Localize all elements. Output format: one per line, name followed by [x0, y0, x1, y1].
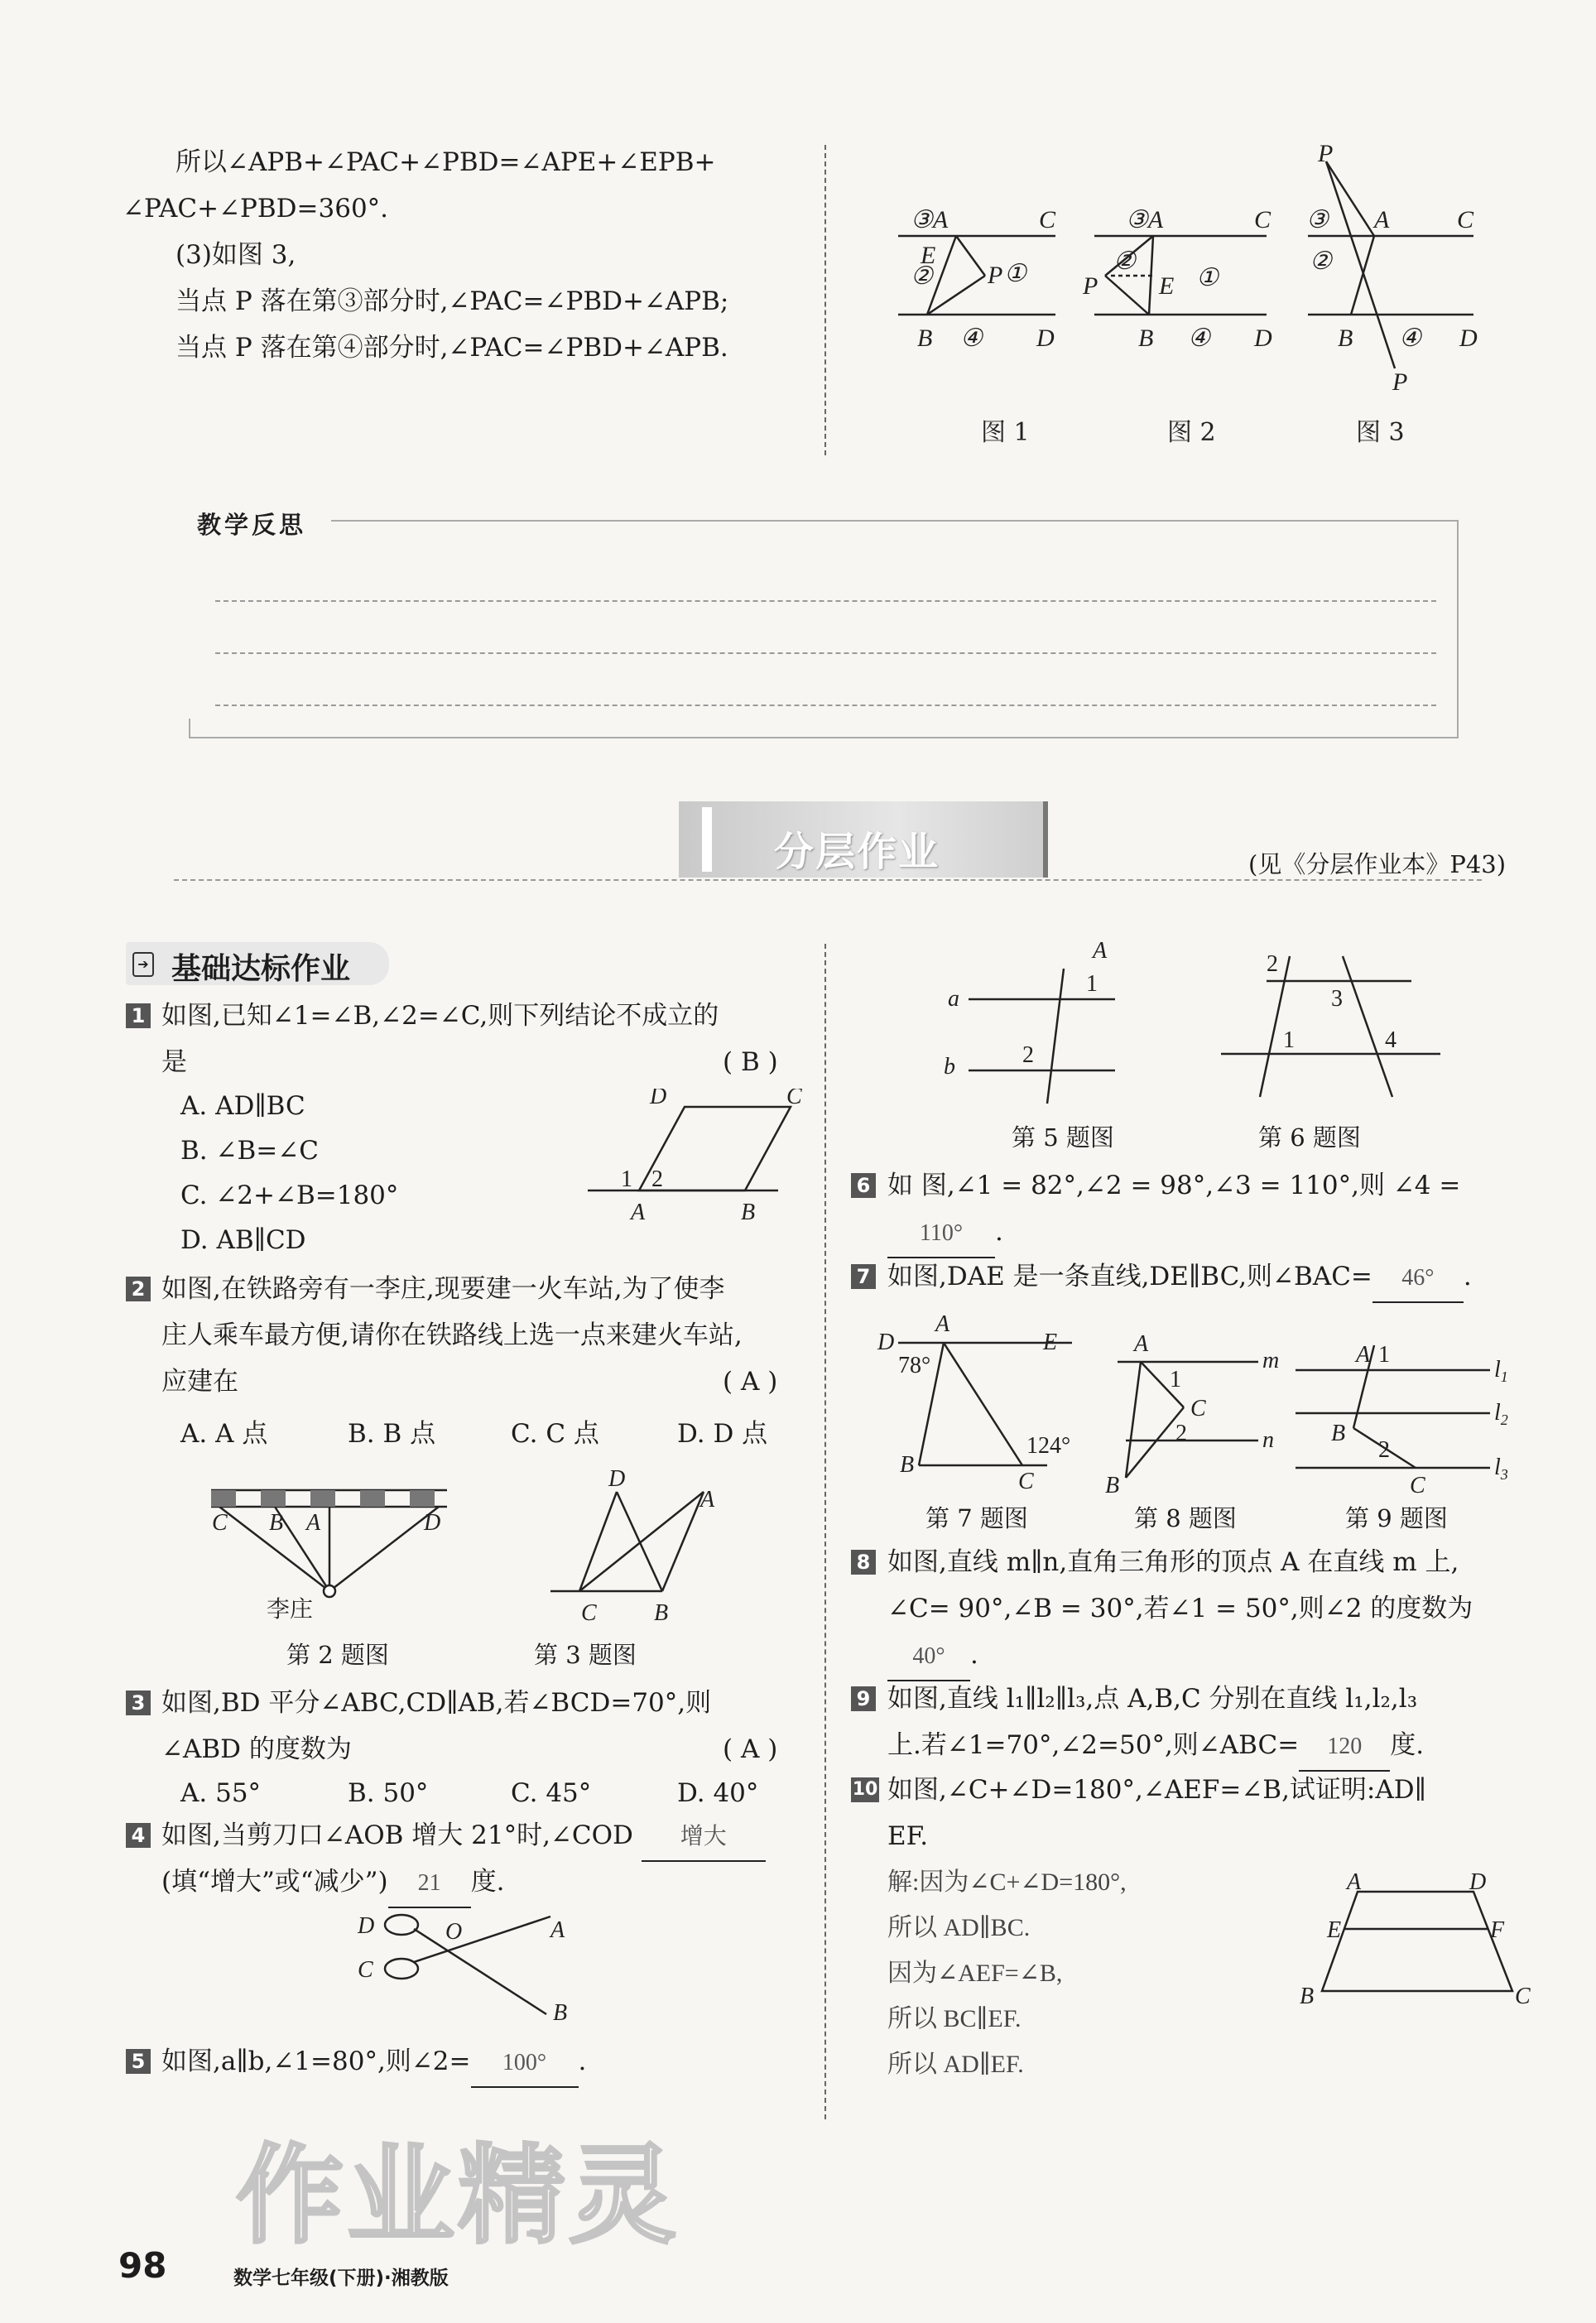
svg-text:B: B	[917, 325, 933, 352]
column-divider	[824, 145, 826, 455]
q4-text	[161, 1859, 504, 1908]
svg-text:a: a	[948, 986, 959, 1012]
svg-text:1: 1	[1283, 1027, 1295, 1053]
q9-text-2: 上.若∠1=70°,∠2=50°,则∠ABC=	[887, 1730, 1300, 1760]
svg-text:1: 1	[1378, 1342, 1390, 1368]
q10-solution-line: 因为∠AEF=∠B,	[887, 1960, 1063, 1987]
figure-caption: 第 6 题图	[1258, 1123, 1361, 1152]
q4-text	[161, 1812, 766, 1862]
svg-text:D: D	[877, 1330, 895, 1355]
figures-1-3	[877, 137, 1507, 451]
svg-text:n: n	[1262, 1427, 1274, 1453]
q1-text: 是	[161, 1047, 187, 1077]
q6-text: 如 图,∠1 = 82°,∠2 = 98°,∠3 = 110°,则 ∠4 =	[887, 1171, 1461, 1200]
svg-text:O: O	[445, 1919, 463, 1945]
svg-text:B: B	[900, 1452, 915, 1478]
svg-text:E: E	[1043, 1330, 1058, 1355]
village-label: 李庄	[267, 1595, 314, 1623]
q3-figure	[530, 1457, 737, 1623]
svg-text:E: E	[921, 242, 936, 269]
reflection-line	[215, 705, 1436, 706]
svg-text:C: C	[1039, 206, 1056, 233]
svg-text:3: 3	[1331, 986, 1343, 1012]
svg-text:②: ②	[1113, 248, 1136, 275]
svg-text:b: b	[944, 1054, 955, 1080]
q9-blank: 120	[1299, 1724, 1390, 1772]
question-number: 5	[126, 2049, 151, 2074]
basic-title: 基础达标作业	[171, 952, 351, 986]
figure-caption: 第 2 题图	[286, 1641, 389, 1669]
q6-blank-line: 110° .	[887, 1209, 1003, 1258]
svg-text:2: 2	[1175, 1421, 1187, 1446]
svg-text:C: C	[358, 1957, 373, 1983]
question-number: 6	[851, 1173, 876, 1198]
svg-text:B: B	[1331, 1421, 1346, 1446]
svg-text:②: ②	[1310, 248, 1332, 275]
q9-text: 如图,直线 l₁∥l₂∥l₃,点 A,B,C 分别在直线 l₁,l₂,l₃	[887, 1684, 1418, 1714]
svg-text:③A: ③A	[911, 206, 949, 233]
svg-text:B: B	[1138, 325, 1154, 352]
option: D. 40°	[677, 1778, 759, 1808]
svg-text:④: ④	[960, 325, 983, 352]
svg-text:A: A	[550, 1917, 565, 1943]
option: A. A 点	[180, 1419, 268, 1449]
svg-text:②: ②	[911, 262, 933, 290]
svg-text:C: C	[1254, 206, 1272, 233]
option: B. ∠B=∠C	[180, 1136, 319, 1166]
question-number: 1	[126, 1003, 151, 1028]
svg-text:D: D	[608, 1466, 626, 1492]
q2-figure	[207, 1457, 455, 1623]
fig-caption: 图 1	[981, 418, 1030, 447]
q10-solution-line: 所以 AD∥BC.	[887, 1914, 1031, 1941]
svg-text:D: D	[424, 1510, 441, 1536]
svg-text:①: ①	[1196, 264, 1219, 291]
q10-text: EF.	[887, 1821, 929, 1851]
q4-figure	[348, 1904, 596, 2028]
q7-blank: 46°	[1372, 1255, 1464, 1303]
svg-text:D: D	[358, 1913, 375, 1939]
q4-text-1: 如图,当剪刀口∠AOB 增大 21°时,∠COD	[161, 1820, 633, 1850]
svg-text:78°: 78°	[898, 1353, 931, 1378]
q7-text: 如图,DAE 是一条直线,DE∥BC,则∠BAC= 46° .	[887, 1253, 1472, 1303]
svg-text:l2: $l_2$	[1494, 1400, 1508, 1428]
q9-text-3: 度.	[1390, 1730, 1425, 1760]
svg-text:E: E	[1159, 272, 1175, 300]
banner-icon	[702, 807, 745, 872]
option: A. 55°	[180, 1778, 262, 1808]
svg-text:D: D	[1469, 1871, 1487, 1895]
q8-text: 如图,直线 m∥n,直角三角形的顶点 A 在直线 m 上,	[887, 1547, 1459, 1577]
svg-text:B: B	[1300, 1984, 1315, 2009]
option: D. D 点	[677, 1419, 768, 1449]
svg-text:C: C	[1018, 1469, 1034, 1494]
solution-line: (3)如图 3,	[175, 240, 296, 270]
question-number: 8	[851, 1550, 876, 1575]
svg-text:P: P	[1318, 140, 1334, 167]
solution-line: 当点 P 落在第④部分时,∠PAC=∠PBD+∠APB.	[175, 333, 728, 363]
banner-title: 分层作业	[774, 829, 940, 875]
q2-text: 如图,在铁路旁有一李庄,现要建一火车站,为了使李	[161, 1274, 725, 1304]
q4-text-2: (填“增大”或“减少”)	[161, 1867, 388, 1897]
q3-text: ∠ABD 的度数为	[161, 1734, 352, 1764]
svg-text:m: m	[1262, 1348, 1280, 1373]
svg-text:A: A	[306, 1510, 321, 1536]
svg-text:D: D	[1254, 325, 1272, 352]
svg-text:B: B	[741, 1200, 756, 1221]
top-solution	[123, 139, 728, 371]
svg-text:B: B	[1105, 1473, 1120, 1498]
svg-text:D: D	[650, 1089, 667, 1109]
reflection-line	[215, 600, 1436, 602]
q2-text: 应建在	[161, 1367, 238, 1397]
figure-caption: 第 3 题图	[534, 1641, 637, 1669]
q9-figure	[1291, 1329, 1523, 1503]
q1-figure	[579, 1089, 820, 1221]
q7-figure	[873, 1308, 1089, 1498]
figure-caption: 第 8 题图	[1134, 1504, 1237, 1532]
question-number: 2	[126, 1277, 151, 1301]
page-number: 98	[118, 2245, 167, 2286]
q5-text: 如图,a∥b,∠1=80°,则∠2= 100° .	[161, 2038, 586, 2088]
question-number: 4	[126, 1823, 151, 1848]
q10-solution-line: 解:因为∠C+∠D=180°,	[887, 1868, 1127, 1896]
fig-caption: 图 2	[1167, 418, 1216, 447]
svg-text:D: D	[1459, 325, 1478, 352]
svg-text:E: E	[1327, 1917, 1342, 1943]
q8-blank-line: 40° .	[887, 1632, 978, 1681]
book-title: 数学七年级(下册)·湘教版	[233, 2268, 449, 2289]
q4-blank-1: 增大	[642, 1814, 766, 1862]
q8-figure	[1093, 1325, 1308, 1498]
q7-text-1: 如图,DAE 是一条直线,DE∥BC,则∠BAC=	[887, 1262, 1372, 1291]
fig-caption: 图 3	[1356, 418, 1405, 447]
svg-text:A: A	[631, 1200, 646, 1221]
svg-text:A: A	[700, 1487, 715, 1513]
svg-text:1: 1	[1170, 1367, 1181, 1392]
solution-line: 当点 P 落在第③部分时,∠PAC=∠PBD+∠APB;	[175, 286, 729, 316]
q1-answer: ( B )	[723, 1047, 778, 1077]
reflection-title: 教学反思	[197, 511, 307, 539]
svg-text:1: 1	[1086, 971, 1098, 997]
q4-text-3: 度.	[470, 1867, 505, 1897]
svg-text:F: F	[1490, 1917, 1505, 1943]
svg-text:C: C	[1457, 206, 1474, 233]
q10-solution	[887, 1859, 1127, 2087]
layered-ref: (见《分层作业本》P43)	[1248, 850, 1507, 878]
svg-text:C: C	[581, 1600, 597, 1623]
q3-text: 如图,BD 平分∠ABC,CD∥AB,若∠BCD=70°,则	[161, 1688, 712, 1718]
svg-text:C: C	[786, 1089, 802, 1109]
q2-answer: ( A )	[723, 1367, 778, 1397]
svg-text:③A: ③A	[1126, 206, 1164, 233]
svg-text:A: A	[1093, 940, 1108, 964]
svg-text:D: D	[1036, 325, 1055, 352]
svg-text:B: B	[654, 1600, 669, 1623]
svg-text:124°: 124°	[1026, 1433, 1071, 1459]
q5-figure	[931, 940, 1180, 1105]
option: D. AB∥CD	[180, 1225, 306, 1255]
q10-figure	[1296, 1871, 1544, 2016]
q10-text: 如图,∠C+∠D=180°,∠AEF=∠B,试证明:AD∥	[887, 1775, 1426, 1805]
question-number: 3	[126, 1691, 151, 1715]
svg-text:P: P	[988, 262, 1003, 289]
svg-text:A: A	[935, 1311, 950, 1337]
watermark: 作业精灵	[236, 2133, 680, 2258]
svg-text:P: P	[1392, 368, 1408, 396]
q5-blank: 100°	[471, 2040, 579, 2088]
option: B. 50°	[348, 1778, 429, 1808]
q10-solution-line: 所以 AD∥EF.	[887, 2051, 1024, 2078]
q8-text: ∠C= 90°,∠B = 30°,若∠1 = 50°,则∠2 的度数为	[887, 1594, 1473, 1623]
svg-text:B: B	[553, 2000, 568, 2026]
question-number: 9	[851, 1686, 876, 1711]
reflection-line	[215, 652, 1436, 654]
svg-text:④: ④	[1188, 325, 1210, 352]
q9-text	[887, 1722, 1424, 1772]
option: A. AD∥BC	[180, 1091, 305, 1121]
question-number: 7	[851, 1264, 876, 1289]
svg-text:④: ④	[1399, 325, 1421, 352]
svg-text:2: 2	[1022, 1042, 1034, 1068]
svg-text:B: B	[269, 1510, 284, 1536]
svg-text:l1: $l_1$	[1494, 1357, 1508, 1385]
svg-text:A: A	[1374, 206, 1390, 233]
svg-text:①: ①	[1004, 260, 1026, 287]
figure-caption: 第 5 题图	[1012, 1123, 1114, 1152]
q10-solution-line: 所以 BC∥EF.	[887, 2005, 1022, 2032]
solution-line: ∠PAC+∠PBD=360°.	[123, 194, 389, 224]
q6-blank: 110°	[887, 1210, 995, 1258]
q3-answer: ( A )	[723, 1734, 778, 1764]
svg-text:③: ③	[1306, 206, 1329, 233]
svg-text:B: B	[1338, 325, 1353, 352]
svg-text:C: C	[212, 1510, 228, 1536]
svg-text:A: A	[1347, 1871, 1362, 1895]
q6-figure	[1209, 940, 1457, 1105]
question-number: 10	[851, 1777, 879, 1802]
column-divider	[824, 944, 826, 2119]
q4-blank-2: 21	[388, 1860, 471, 1908]
arrow-icon: ➔	[132, 952, 154, 977]
q1-text: 如图,已知∠1=∠B,∠2=∠C,则下列结论不成立的	[161, 1001, 719, 1031]
svg-text:2: 2	[1267, 951, 1278, 977]
svg-text:l3: $l_3$	[1494, 1455, 1508, 1483]
svg-text:C: C	[1410, 1473, 1425, 1498]
option: C. C 点	[511, 1419, 599, 1449]
svg-text:4: 4	[1385, 1027, 1396, 1053]
svg-text:C: C	[1190, 1396, 1206, 1421]
figure-caption: 第 7 题图	[925, 1504, 1028, 1532]
svg-text:C: C	[1515, 1984, 1531, 2009]
svg-text:P: P	[1083, 272, 1098, 300]
option: C. ∠2+∠B=180°	[180, 1181, 399, 1210]
svg-text:A: A	[1134, 1331, 1149, 1357]
figure-3	[1308, 161, 1473, 368]
option: C. 45°	[511, 1778, 592, 1808]
solution-line: 所以∠APB+∠PAC+∠PBD=∠APE+∠EPB+	[175, 147, 716, 177]
figure-caption: 第 9 题图	[1345, 1504, 1448, 1532]
q2-text: 庄人乘车最方便,请你在铁路线上选一点来建火车站,	[161, 1320, 743, 1350]
svg-text:2: 2	[651, 1166, 663, 1192]
svg-text:2: 2	[1378, 1437, 1390, 1463]
svg-text:1: 1	[621, 1166, 632, 1192]
svg-text:A: A	[1356, 1342, 1371, 1368]
q5-text-1: 如图,a∥b,∠1=80°,则∠2=	[161, 2046, 471, 2076]
option: B. B 点	[348, 1419, 436, 1449]
q8-blank: 40°	[887, 1633, 970, 1681]
